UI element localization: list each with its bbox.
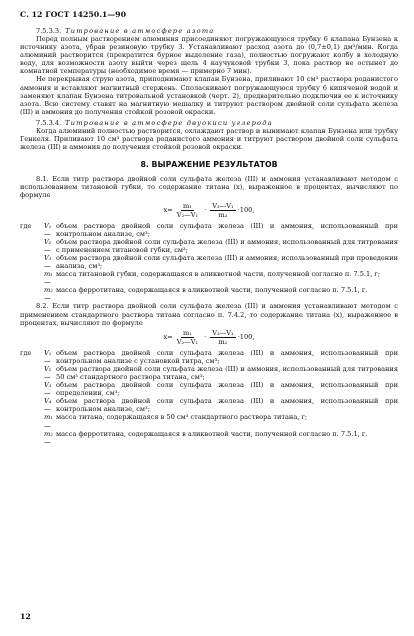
formula-lhs: x= bbox=[163, 333, 173, 342]
definition-item bbox=[20, 430, 398, 446]
formula-tail: ·100, bbox=[237, 333, 255, 342]
definition-text: масса титана, содержащаяся в 50 см³ стандартного раствора титана, г; bbox=[56, 413, 308, 422]
formula-2 bbox=[20, 329, 398, 346]
numerator: V₃—V₁ bbox=[212, 201, 234, 210]
definition-symbol: m₂ — bbox=[44, 286, 53, 303]
formula-lhs: x= bbox=[163, 206, 173, 214]
definition-symbol: V₂ — bbox=[44, 364, 52, 381]
paragraph-7533-1: Перед полным растворением алюминия присоединяют погружающуюся трубку 6 клапана Бунзена к источнику азота, убрав резиновую трубку 3. Устанавливают расход азота до (0,7±0,1) дм³/мин. Когда алюминий растворится (прекратится бурное выделение газа), полностью погружают колбу в холодную воду, для возможности азоту выйти через щель 4 каучуковой трубки 3, пока раствор не остынет до комнатной температуры (необходимое время — примерно 7 мин). bbox=[20, 35, 398, 76]
denominator: V₂—V₁ bbox=[176, 210, 199, 219]
definition-item bbox=[20, 349, 398, 365]
numerator: V₃—V₁ bbox=[212, 328, 234, 337]
definition-symbol: V₃ — bbox=[44, 253, 52, 270]
subsection-title: Титрование в атмосфере азота bbox=[65, 27, 215, 35]
definition-symbol: m₁ — bbox=[44, 270, 53, 287]
definition-item bbox=[20, 397, 398, 413]
definition-lead bbox=[20, 254, 44, 270]
page-header: С. 12 ГОСТ 14250.1—90 bbox=[20, 10, 127, 19]
definition-lead: где bbox=[20, 221, 32, 230]
denominator: V₂—V₁ bbox=[176, 337, 199, 346]
definitions-list-1 bbox=[20, 222, 398, 303]
definition-item bbox=[20, 413, 398, 429]
numerator: m₁ bbox=[183, 201, 192, 210]
subsection-number: 7.5.3.3. bbox=[36, 27, 62, 35]
definition-symbol: m₁ — bbox=[44, 413, 53, 430]
definition-text: объем раствора двойной соли сульфата железа (III) и аммония, использованный при определении, см³; bbox=[56, 381, 398, 398]
fraction-2 bbox=[210, 202, 235, 219]
definitions-list-2 bbox=[20, 349, 398, 446]
definition-item bbox=[20, 365, 398, 381]
section-8-title: 8. ВЫРАЖЕНИЕ РЕЗУЛЬТАТОВ bbox=[140, 160, 278, 170]
definition-text: масса титановой губки, содержащаяся в аликвотной части, полученной согласно п. 7.5.1, г; bbox=[56, 270, 381, 279]
numerator: m₁ bbox=[183, 328, 192, 337]
definition-lead bbox=[20, 365, 44, 381]
denominator: m₂ bbox=[218, 210, 228, 219]
formula-1 bbox=[20, 202, 398, 219]
definition-item bbox=[20, 381, 398, 397]
definition-text: объем раствора двойной соли сульфата железа (III) и аммония, использованный при контрольном анализе, см³; bbox=[56, 221, 398, 238]
subsection-7-5-3-3-heading bbox=[36, 27, 398, 35]
paragraph-7534-1: Когда алюминий полностью растворится, охлаждают раствор и вынимают клапан Бунзена или трубку Генкеля. Приливают 10 см³ раствора роданистого аммония и титруют раствором двойной соли сульфата железа (III) и аммония до получения стойкой розовой окраски. bbox=[20, 126, 398, 152]
paragraph-8-1: 8.1. Если титр раствора двойной соли сульфата железа (III) и аммония устанавливают методом с использованием титановой губки, то содержание титана (x), выраженное в процентах, вычисляют по формуле bbox=[20, 175, 398, 200]
definition-symbol: V₁ — bbox=[44, 348, 52, 365]
fraction-1 bbox=[175, 329, 200, 346]
subsection-title: Титрование в атмосфере двуокиси углерода bbox=[65, 118, 273, 127]
definition-symbol: V₂ — bbox=[44, 237, 52, 254]
definition-item bbox=[20, 254, 398, 270]
definition-lead bbox=[20, 286, 44, 302]
multiply-sign: · bbox=[204, 333, 207, 342]
multiply-sign: · bbox=[204, 206, 207, 214]
definition-lead bbox=[20, 381, 44, 397]
paragraph-8-2: 8.2. Если титр раствора двойной соли сульфата железа (III) и аммония устанавливают методом с применением стандартного раствора титана согласно п. 7.4.2, то содержание титана (x), выраженное в процентах, вычисляют по формуле bbox=[20, 302, 398, 327]
definition-lead bbox=[20, 413, 44, 429]
definition-text: объем раствора двойной соли сульфата железа (III) и аммония, использованный для титрования с применением титановой губки, см³; bbox=[56, 237, 398, 254]
definition-lead bbox=[20, 397, 44, 413]
definition-item bbox=[20, 222, 398, 238]
fraction-1 bbox=[175, 202, 200, 219]
subsection-7-5-3-4-heading bbox=[36, 119, 398, 127]
fraction-2 bbox=[210, 329, 235, 346]
definition-symbol: V₃ — bbox=[44, 381, 52, 398]
definition-lead bbox=[20, 238, 44, 254]
definition-symbol: V₄ — bbox=[44, 397, 52, 414]
definition-text: объем раствора двойной соли сульфата железа (III) и аммония, использованный при проведении анализа, см³; bbox=[56, 253, 398, 270]
definition-text: масса ферротитана, содержащаяся в аликвотной части, полученной согласно п. 7.5.1, г. bbox=[56, 286, 368, 295]
subsection-number: 7.5.3.4. bbox=[36, 118, 62, 127]
definition-item bbox=[20, 238, 398, 254]
definition-item bbox=[20, 286, 398, 302]
definition-lead bbox=[20, 270, 44, 286]
definition-item bbox=[20, 270, 398, 286]
definition-lead bbox=[20, 430, 44, 446]
formula-tail: ·100, bbox=[237, 206, 255, 214]
page-number: 12 bbox=[20, 612, 31, 621]
paragraph-7533-2: Не перекрывая струю азота, приподнимают клапан Бунзена, приливают 10 см³ раствора роданистого аммония и вставляют магнитный стержень. Споласкивают погружающуюся трубку 6 кипяченой водой и заменяют клапан Бунзена титровальной установкой (черт. 2), предварительно подключив ее к источнику азота. Всю систему ставят на магнитную мешалку и титруют раствором двойной соли сульфата железа (III) и аммония до получения стойкой розовой окраски. bbox=[20, 75, 398, 116]
definition-lead: где bbox=[20, 348, 32, 357]
definition-text: объем раствора двойной соли сульфата железа (III) и аммония, использованный при контрольном анализе с установкой титра, см³; bbox=[56, 348, 398, 365]
definition-text: объем раствора двойной соли сульфата железа (III) и аммония, использованный для титрования 50 см³ стандартного раствора титана, см³; bbox=[56, 364, 398, 381]
definition-text: масса ферротитана, содержащаяся в аликвотной части, полученной согласно п. 7.5.1, г. bbox=[56, 429, 368, 438]
definition-symbol: m₂ — bbox=[44, 429, 53, 446]
denominator: m₂ bbox=[218, 337, 228, 346]
definition-symbol: V₁ — bbox=[44, 221, 52, 238]
definition-text: объем раствора двойной соли сульфата железа (III) и аммония, использованный при контрольном анализе, см³; bbox=[56, 397, 398, 414]
